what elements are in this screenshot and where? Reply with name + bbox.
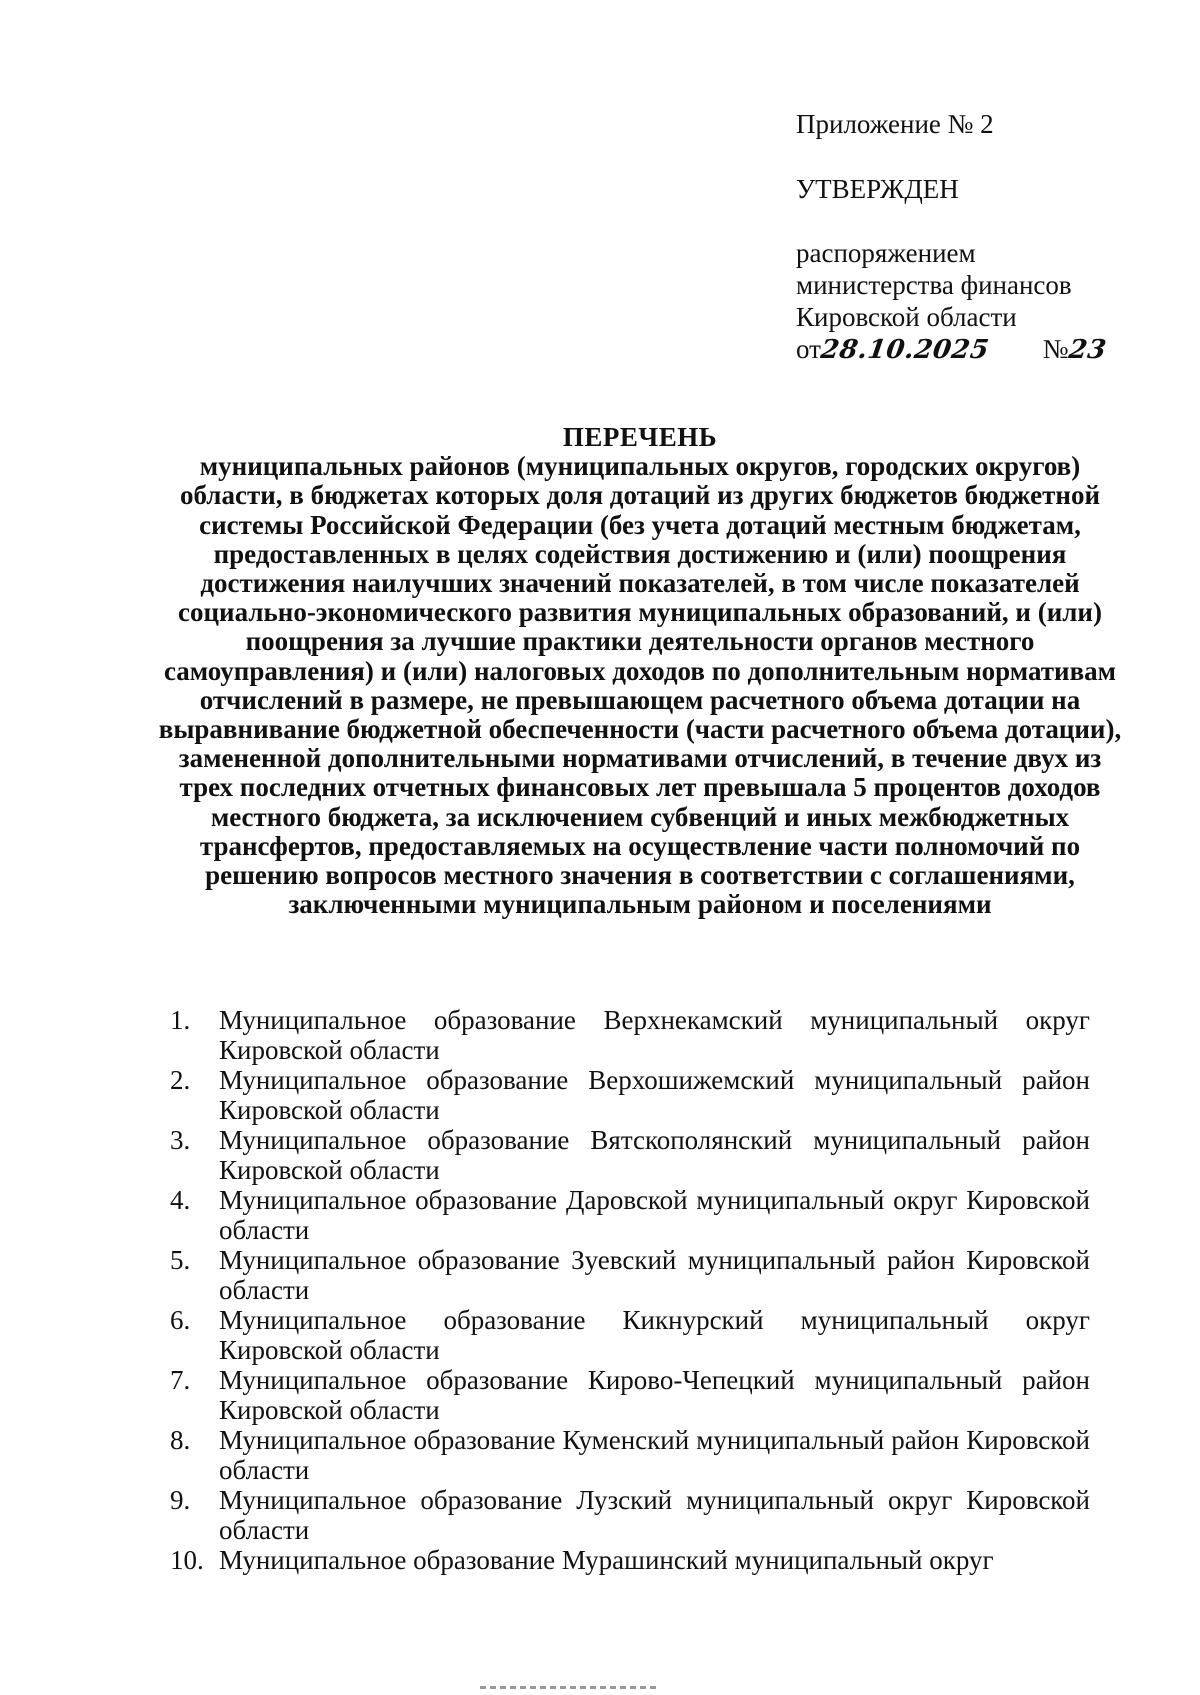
item-text: Муниципальное образование Мурашинский муниципальный округ xyxy=(219,1545,994,1575)
list-item xyxy=(170,1125,1090,1185)
item-number: 1. xyxy=(170,1005,191,1035)
item-text: Муниципальное образование Кикнурский муниципальный округ Кировской области xyxy=(219,1305,1090,1365)
item-number: 5. xyxy=(170,1245,191,1275)
item-number: 2. xyxy=(170,1065,191,1095)
item-text: Муниципальное образование Зуевский муниципальный район Кировской области xyxy=(219,1245,1090,1305)
item-number: 6. xyxy=(170,1305,191,1335)
approved-stamp-text: УТВЕРЖДЕН xyxy=(796,174,959,204)
list-item xyxy=(170,1005,1090,1065)
heading-title: ПЕРЕЧЕНЬ xyxy=(562,422,718,452)
list-item xyxy=(170,1185,1090,1245)
list-item xyxy=(170,1485,1090,1545)
list-item xyxy=(170,1365,1090,1425)
item-number: 4. xyxy=(170,1185,191,1215)
item-number: 7. xyxy=(170,1365,191,1395)
list-item xyxy=(170,1245,1090,1305)
list-item xyxy=(170,1425,1090,1485)
approval-block xyxy=(796,108,1176,366)
item-text: Муниципальное образование Кирово-Чепецкий муниципальный район Кировской области xyxy=(219,1365,1090,1425)
list-heading xyxy=(150,423,1130,919)
item-number: 10. xyxy=(170,1545,204,1575)
order-line: министерства финансов xyxy=(796,270,1072,300)
list-item xyxy=(170,1065,1090,1125)
order-line: распоряжением xyxy=(796,238,976,268)
item-number: 8. xyxy=(170,1425,191,1455)
municipality-list xyxy=(170,1005,1090,1575)
date-prefix: от xyxy=(796,334,821,364)
order-date-line xyxy=(796,333,1176,366)
list-item xyxy=(170,1545,1090,1575)
item-text: Муниципальное образование Куменский муниципальный район Кировской области xyxy=(219,1425,1090,1485)
item-text: Муниципальное образование Верхошижемский муниципальный район Кировской области xyxy=(219,1065,1090,1125)
scan-artifact xyxy=(480,1686,660,1689)
item-text: Муниципальное образование Вятскополянский муниципальный район Кировской области xyxy=(219,1125,1090,1185)
item-number: 3. xyxy=(170,1125,191,1155)
number-label: № xyxy=(1042,334,1069,364)
item-text: Муниципальное образование Верхнекамский муниципальный округ Кировской области xyxy=(219,1005,1090,1065)
list-item xyxy=(170,1305,1090,1365)
handwritten-number: 23 xyxy=(1066,335,1108,365)
order-line: Кировской области xyxy=(796,302,1017,332)
handwritten-date: 28.10.2025 xyxy=(818,335,991,365)
heading-description: муниципальных районов (муниципальных округов, городских округов) области, в бюджетах которых доля дотаций из других бюджетов бюджетной системы Российской Федерации (без учета дотаций местным бюджетам, предоставленных в целях содействия достижению и (или) поощрения достижения наилучших значений показателей, в том числе показателей социально-экономического развития муниципальных образований, и (или) поощрения за лучшие практики деятельности органов местного самоуправления) и (или) налоговых доходов по дополнительным нормативам отчислений в размере, не превышающем расчетного объема дотации на выравнивание бюджетной обеспеченности (части расчетного объема дотации), замененной дополнительными нормативами отчислений, в течение двух из трех последних отчетных финансовых лет превышала 5 процентов доходов местного бюджета, за исключением субвенций и иных межбюджетных трансфертов, предоставляемых на осуществление части полномочий по решению вопросов местного значения в соответствии с соглашениями, заключенными муниципальным районом и поселениями xyxy=(158,451,1122,920)
item-text: Муниципальное образование Даровской муниципальный округ Кировской области xyxy=(219,1185,1090,1245)
item-text: Муниципальное образование Лузский муниципальный округ Кировской области xyxy=(219,1485,1090,1545)
item-number: 9. xyxy=(170,1485,191,1515)
appendix-label: Приложение № 2 xyxy=(796,109,994,139)
